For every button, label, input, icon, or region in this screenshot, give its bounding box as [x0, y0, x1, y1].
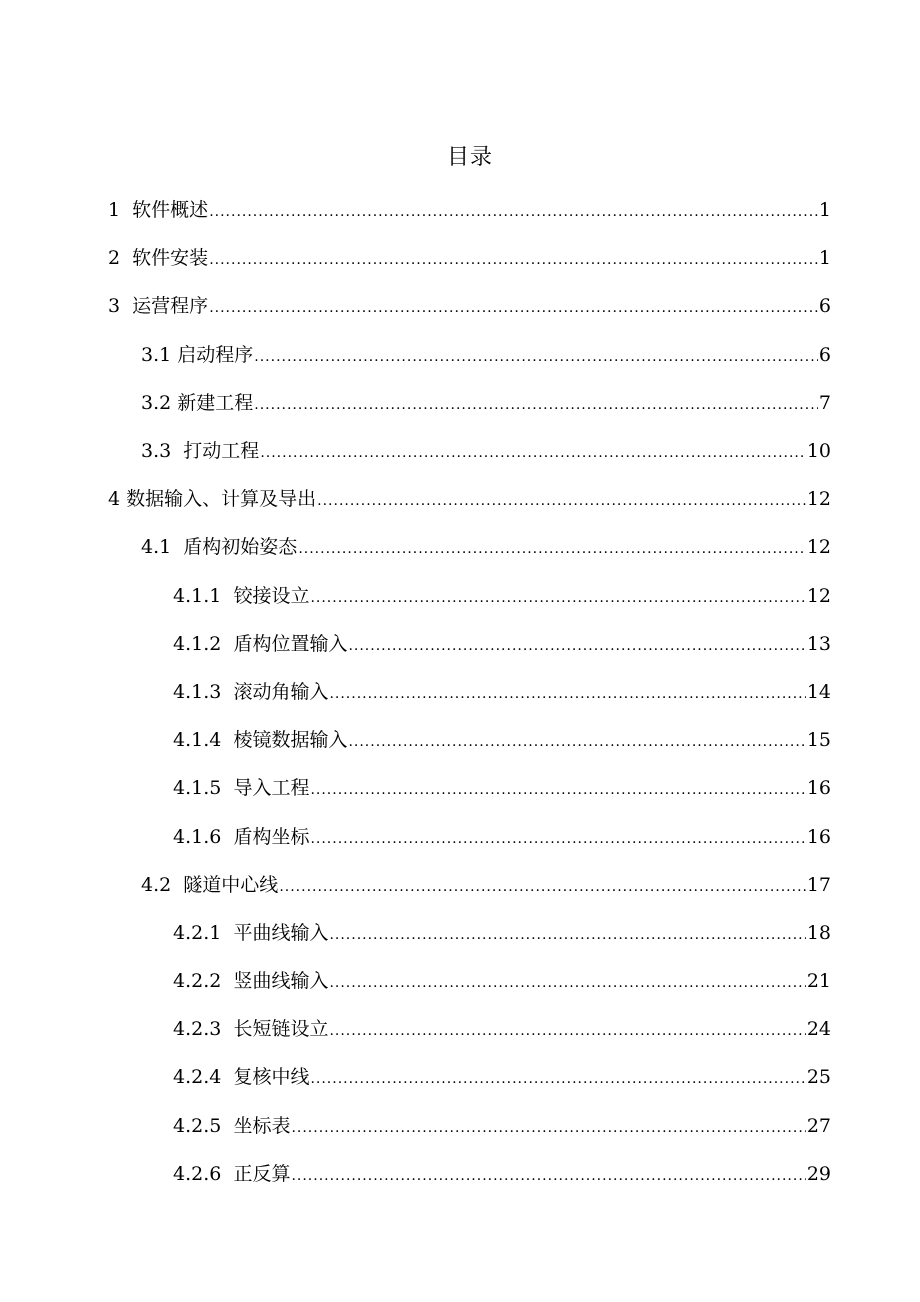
toc-dot-leader [329, 971, 805, 995]
toc-entry[interactable] [0, 427, 920, 475]
toc-entry-title: 隧道中心线 [183, 873, 279, 896]
toc-entry-number: 4.2.6 [173, 1162, 234, 1185]
toc-entry-title: 数据输入、计算及导出 [126, 488, 317, 511]
toc-dot-leader [310, 586, 805, 610]
toc-entry[interactable] [0, 379, 920, 427]
toc-entry-title: 长短链设立 [233, 1018, 329, 1041]
toc-entry-number: 4.1.3 [173, 680, 234, 703]
toc-entry-title: 坐标表 [233, 1114, 291, 1137]
toc-entry-title: 软件安装 [132, 247, 209, 270]
toc-dot-leader [310, 827, 805, 851]
toc-entry-number: 3.1 [141, 343, 178, 366]
toc-dot-leader [254, 393, 818, 417]
toc-entry[interactable] [0, 716, 920, 764]
toc-entry-number: 4.2.3 [173, 1018, 234, 1041]
toc-dot-leader [209, 248, 818, 272]
toc-entry-number: 4.1.1 [173, 584, 234, 607]
toc-entry-page-number: 17 [806, 873, 831, 896]
toc-entry[interactable] [0, 523, 920, 571]
toc-entry-number: 3.3 [141, 440, 184, 463]
toc-entry-page-number: 21 [806, 970, 831, 993]
toc-entry-page-number: 27 [806, 1114, 831, 1137]
toc-entry-page-number: 1 [818, 199, 831, 222]
toc-entry-page-number: 15 [806, 729, 831, 752]
toc-entry-title: 盾构坐标 [233, 825, 310, 848]
toc-dot-leader [310, 778, 805, 802]
toc-entry[interactable] [0, 1102, 920, 1150]
toc-entry[interactable] [0, 1005, 920, 1053]
toc-entry-number: 1 [108, 199, 133, 222]
toc-entry[interactable] [0, 1150, 920, 1198]
toc-dot-leader [310, 1067, 805, 1091]
toc-dot-leader [291, 1116, 805, 1140]
toc-dot-leader [209, 296, 818, 320]
toc-entry[interactable] [0, 909, 920, 957]
toc-dot-leader [329, 1019, 805, 1043]
toc-entry-page-number: 10 [806, 440, 831, 463]
toc-entry[interactable] [0, 764, 920, 812]
toc-entry-number: 4.1.2 [173, 632, 234, 655]
toc-dot-leader [260, 441, 806, 465]
toc-entry-page-number: 7 [818, 391, 831, 414]
toc-entry-page-number: 18 [806, 921, 831, 944]
toc-entry[interactable] [0, 234, 920, 282]
toc-entry-number: 3.2 [141, 391, 178, 414]
toc-entry-page-number: 6 [818, 343, 831, 366]
toc-entry-page-number: 1 [818, 247, 831, 270]
toc-entry-number: 4.2.2 [173, 970, 234, 993]
toc-entry-title: 正反算 [233, 1162, 291, 1185]
toc-entry[interactable] [0, 572, 920, 620]
toc-entry-title: 盾构位置输入 [233, 632, 348, 655]
toc-entry-title: 打动工程 [183, 440, 260, 463]
toc-dot-leader [348, 634, 805, 658]
toc-dot-leader [298, 537, 806, 561]
toc-entry-number: 4.2.4 [173, 1066, 234, 1089]
toc-dot-leader [329, 682, 805, 706]
toc-entry-page-number: 16 [806, 777, 831, 800]
toc-dot-leader [279, 875, 806, 899]
toc-entry[interactable] [0, 957, 920, 1005]
toc-entry-title: 启动程序 [177, 343, 254, 366]
toc-entry-title: 软件概述 [132, 199, 209, 222]
toc-entry-page-number: 24 [806, 1018, 831, 1041]
toc-dot-leader [329, 923, 805, 947]
toc-entry-title: 新建工程 [177, 391, 254, 414]
toc-entry-title: 滚动角输入 [233, 680, 329, 703]
toc-entry-number: 4.1.5 [173, 777, 234, 800]
toc-entry-number: 4.1.4 [173, 729, 234, 752]
toc-entry-number: 4.1.6 [173, 825, 234, 848]
toc-dot-leader [317, 489, 806, 513]
toc-entry[interactable] [0, 620, 920, 668]
toc-entry-page-number: 25 [806, 1066, 831, 1089]
toc-entry[interactable] [0, 282, 920, 330]
toc-entry-number: 4.2.1 [173, 921, 234, 944]
toc-dot-leader [348, 730, 805, 754]
toc-entry-number: 4 [108, 488, 127, 511]
toc-entry[interactable] [0, 861, 920, 909]
toc-entry-title: 竖曲线输入 [233, 970, 329, 993]
toc-entry[interactable] [0, 812, 920, 860]
toc-entry-title: 复核中线 [233, 1066, 310, 1089]
toc-entry-title: 盾构初始姿态 [183, 536, 298, 559]
toc-entry-title: 平曲线输入 [233, 921, 329, 944]
toc-dot-leader [254, 345, 818, 369]
toc-entry-page-number: 14 [806, 680, 831, 703]
toc-entry[interactable] [0, 475, 920, 523]
toc-title: 目录 [446, 145, 493, 170]
toc-entry-number: 4.2 [141, 873, 184, 896]
toc-entry-number: 3 [108, 295, 133, 318]
toc-entry-title: 铰接设立 [233, 584, 310, 607]
toc-entry-number: 2 [108, 247, 133, 270]
toc-entry-title: 运营程序 [132, 295, 209, 318]
toc-entry-page-number: 16 [806, 825, 831, 848]
toc-entry-title: 导入工程 [233, 777, 310, 800]
toc-entry-page-number: 12 [806, 584, 831, 607]
toc-entry-page-number: 29 [806, 1162, 831, 1185]
toc-dot-leader [291, 1164, 805, 1188]
toc-entry[interactable] [0, 668, 920, 716]
toc-entry-page-number: 13 [806, 632, 831, 655]
toc-dot-leader [209, 200, 818, 224]
toc-entry[interactable] [0, 1053, 920, 1101]
toc-entry[interactable] [0, 186, 920, 234]
toc-list [0, 186, 920, 1198]
toc-entry-title: 棱镜数据输入 [233, 729, 348, 752]
toc-entry-number: 4.2.5 [173, 1114, 234, 1137]
toc-entry-page-number: 12 [806, 536, 831, 559]
toc-entry-number: 4.1 [141, 536, 184, 559]
toc-entry-page-number: 12 [806, 488, 831, 511]
toc-entry[interactable] [0, 331, 920, 379]
toc-entry-page-number: 6 [818, 295, 831, 318]
